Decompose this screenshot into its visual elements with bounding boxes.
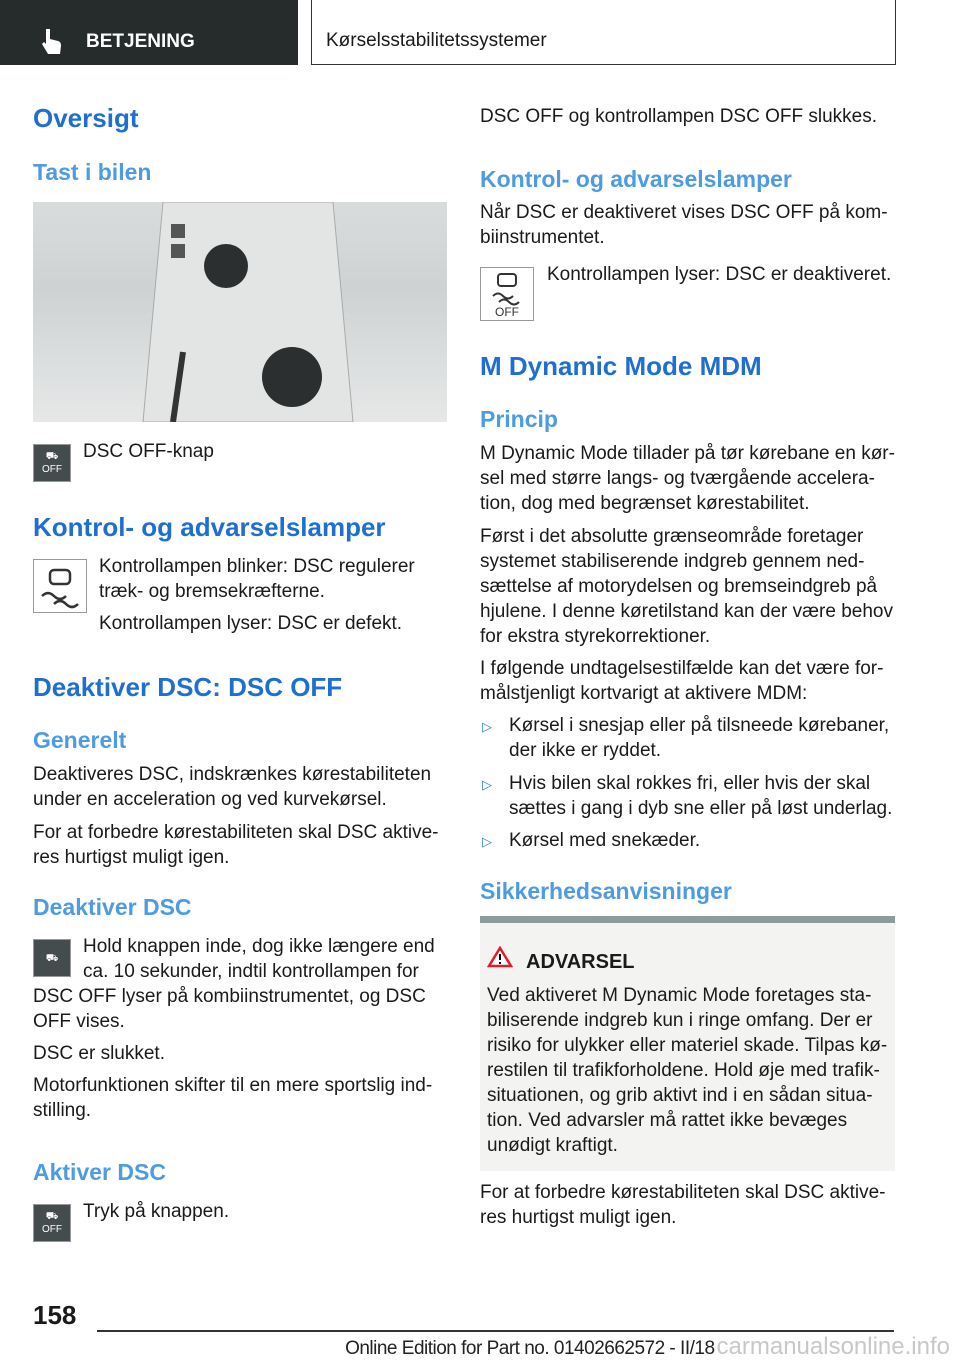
- heading-generelt: Generelt: [33, 727, 127, 753]
- heading-tast: Tast i bilen: [33, 159, 152, 185]
- chapter-tab: [311, 0, 896, 65]
- bullet-triangle-icon: ▷: [482, 777, 492, 792]
- deaktiver-text-3: Motorfunktionen skifter til en mere sportslig indstilling.: [33, 1075, 433, 1121]
- dsc-off-icon: ⛟ OFF: [33, 1204, 71, 1242]
- princip-text-3: I følgende undtagelsestilfælde kan det være formålstjenligt kortvarigt at aktivere MDM:: [480, 658, 884, 704]
- heading-oversigt: Oversigt: [33, 103, 139, 133]
- warning-title: ADVARSEL: [526, 951, 635, 973]
- deaktiver-text-2: DSC er slukket.: [33, 1043, 165, 1064]
- dsc-warning-lamp-icon: [33, 559, 87, 613]
- footer-line: [200, 1333, 950, 1361]
- dsc-off-icon: ⛟ OFF: [33, 444, 71, 482]
- aktiver-text: Tryk på knappen.: [83, 1201, 230, 1222]
- warning-triangle-icon: [487, 946, 513, 968]
- deaktiver-block: [33, 934, 443, 1034]
- footer-rule: [97, 1330, 894, 1332]
- heading-kontrol: Kontrol- og advarselslamper: [33, 512, 386, 542]
- closing-text: For at forbedre kørestabiliteten skal DSC aktiveres hurtigst muligt igen.: [480, 1182, 886, 1228]
- heading-kontrol-right: Kontrol- og advarselslamper: [480, 166, 792, 192]
- bullet-item: Hvis bilen skal rokkes fri, eller hvis der skal sættes i gang i dyb sne eller på løst underlag.: [509, 773, 893, 819]
- bullet-triangle-icon: ▷: [482, 719, 492, 734]
- console-illustration: [33, 202, 447, 422]
- heading-deaktiver-dsc: Deaktiver DSC: [33, 894, 192, 920]
- watermark: carmanualsonline.info: [716, 1333, 950, 1360]
- warning-box: [480, 916, 895, 1171]
- bullet-item: Kørsel i snesjap eller på tilsneede kørebaner, der ikke er ryddet.: [509, 715, 890, 761]
- kontrol-right-text-1: Når DSC er deaktiveret vises DSC OFF på kombiinstrumentet.: [480, 202, 888, 248]
- heading-aktiver: Aktiver DSC: [33, 1159, 166, 1185]
- edition-text: Online Edition for Part no. 01402662572 - II/18: [345, 1338, 715, 1359]
- princip-text-2: Først i det absolutte grænseområde foretager systemet stabiliserende indgreb gennem nedsættelse af motorydelsen og bremseindgreb på hjulene. I denne køretilstand kan der være behov for ekstra styrekorrektioner.: [480, 526, 893, 647]
- section-tab: [0, 0, 298, 65]
- bullet-item: Kørsel med snekæder.: [509, 830, 701, 851]
- kontrol-right-text-2: Kontrollampen lyser: DSC er deaktiveret.: [547, 264, 892, 285]
- dsc-off-lamp-icon: [480, 267, 534, 321]
- section-title: BETJENING: [86, 31, 195, 52]
- dsc-off-text: DSC OFF og kontrollampen DSC OFF slukkes.: [480, 106, 877, 127]
- kontrol-text-1: Kontrollampen blinker: DSC regulerer træk- og bremsekræfterne.: [99, 556, 415, 602]
- heading-sikkerhed: Sikkerhedsanvisninger: [480, 878, 732, 904]
- dsc-off-caption: DSC OFF-knap: [83, 441, 214, 462]
- warning-text: Ved aktiveret M Dynamic Mode foretages stabiliserende indgreb kun i ringe omfang. Der er risiko for ulykker eller materiel skade. Tilpas kørestilen til trafikforholdene. Hold øje med trafiksituationen, og grib aktivt ind i en sådan situation. Ved advarsler må rattet ikke bevæges unødigt kraftigt.: [487, 985, 888, 1156]
- car-console-photo: [33, 202, 447, 422]
- svg-text:OFF: OFF: [495, 305, 519, 319]
- generelt-text-1: Deaktiveres DSC, indskrænkes kørestabiliteten under en acceleration og ved kurvekørsel.: [33, 764, 432, 810]
- bullet-triangle-icon: ▷: [482, 834, 492, 849]
- princip-text-1: M Dynamic Mode tillader på tør kørebane en kørsel med større langs- og tværgående acceleration, dog med begrænset kørestabilitet.: [480, 443, 895, 514]
- heading-mdm: M Dynamic Mode MDM: [480, 351, 762, 381]
- heading-princip: Princip: [480, 406, 558, 432]
- heading-deaktiver: Deaktiver DSC: DSC OFF: [33, 672, 343, 702]
- deaktiver-text-1: Hold knappen inde, dog ikke længere end ca. 10 sekunder, indtil kontrollampen for DSC OFF lyser på kombiinstrumentet, og DSC OFF vises.: [33, 936, 435, 1032]
- chapter-title: Kørselsstabilitetssystemer: [326, 30, 547, 51]
- kontrol-text-2: Kontrollampen lyser: DSC er defekt.: [99, 613, 403, 634]
- page-number: 158: [33, 1300, 77, 1330]
- dsc-off-icon: ⛟ OFF: [33, 939, 71, 977]
- pointing-hand-icon: [40, 27, 64, 55]
- generelt-text-2: For at forbedre kørestabiliteten skal DSC aktiveres hurtigst muligt igen.: [33, 822, 439, 868]
